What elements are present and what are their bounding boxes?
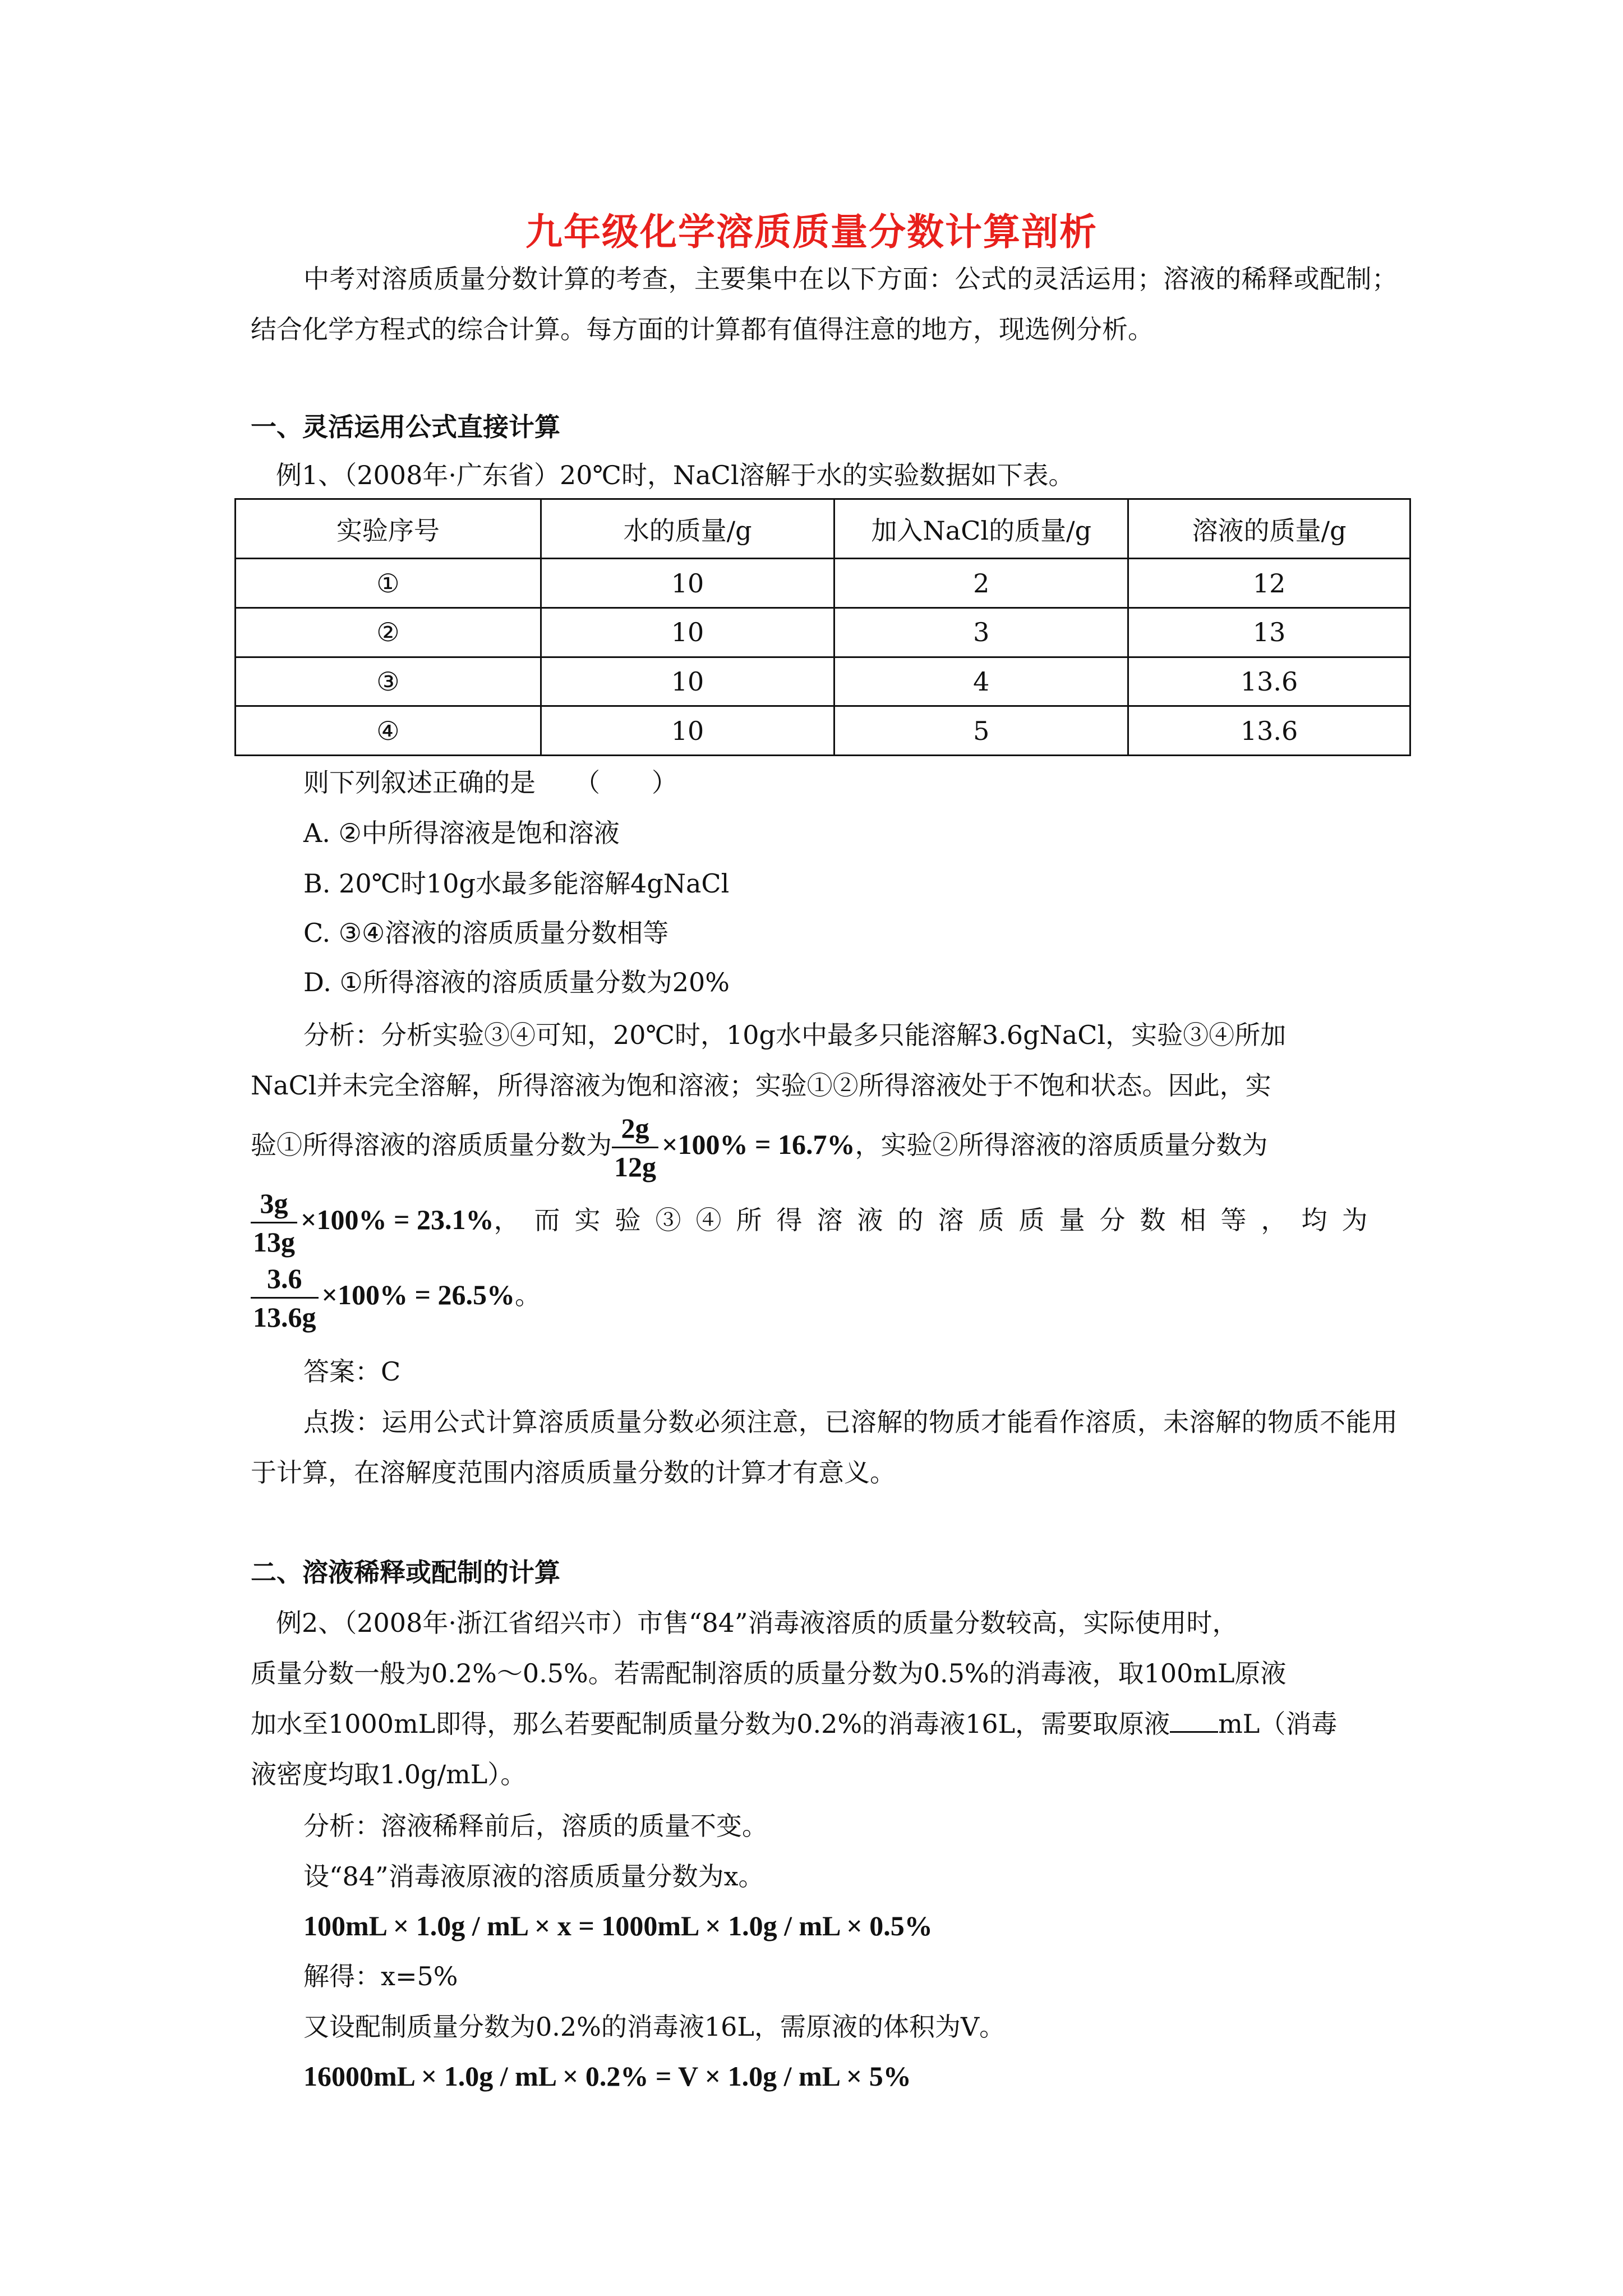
formula-1 [612, 1112, 855, 1183]
analysis-text: ，而实验③④所得溶液的溶质质量分数相等，均为 [494, 1205, 1382, 1235]
option-d: D. ①所得溶液的溶质质量分数为20% [303, 967, 730, 997]
analysis-line-formula1 [251, 1105, 1267, 1184]
fraction-numerator: 2g [612, 1111, 658, 1148]
example2-line [251, 1699, 1337, 1749]
assume1-text: 设“84”消毒液原液的溶质质量分数为x。 [303, 1861, 764, 1892]
table-row [236, 657, 1410, 706]
solve-text: 解得：x=5% [303, 1961, 458, 1991]
table-header-cell: 实验序号 [236, 499, 541, 559]
table-cell: ④ [236, 706, 541, 756]
option-b: B. 20℃时10g水最多能溶解4gNaCl [303, 868, 730, 899]
analysis-line-formula2 [251, 1180, 1398, 1259]
table-header-cell: 溶液的质量/g [1128, 499, 1410, 559]
analysis-line-formula3 [251, 1255, 541, 1335]
formula-3 [251, 1263, 515, 1333]
table-row [236, 706, 1410, 756]
example1-text: 例1、（2008年·广东省）20℃时，NaCl溶解于水的实验数据如下表。 [276, 460, 1075, 490]
fraction-numerator: 3.6 [251, 1261, 319, 1299]
formula-rest: ×100% = 26.5% [321, 1279, 515, 1310]
section2-heading: 二、溶液稀释或配制的计算 [251, 1557, 560, 1588]
analysis-text: 。 [514, 1280, 541, 1310]
table-header-cell: 水的质量/g [541, 499, 834, 559]
option-c: C. ③④溶液的溶质质量分数相等 [303, 918, 669, 948]
fraction [251, 1261, 319, 1335]
fraction-denominator: 12g [614, 1151, 656, 1183]
table-cell: 3 [834, 608, 1128, 657]
intro-paragraph: 中考对溶质质量分数计算的考查，主要集中在以下方面：公式的灵活运用；溶液的稀释或配制；结合化学方程式的综合计算。每方面的计算都有值得注意的地方，现选例分析。 [251, 264, 1398, 344]
table-cell: 10 [541, 657, 834, 706]
fraction-denominator: 13.6g [253, 1301, 316, 1333]
table-cell: ① [236, 559, 541, 608]
table-header-cell: 加入NaCl的质量/g [834, 499, 1128, 559]
table-row [236, 608, 1410, 657]
analysis-text: 验①所得溶液的溶质质量分数为 [251, 1130, 612, 1160]
table-cell: ③ [236, 657, 541, 706]
section1-heading: 一、灵活运用公式直接计算 [251, 412, 560, 442]
example2-line: 液密度均取1.0g/mL）。 [251, 1759, 527, 1789]
answer-blank [1170, 1709, 1218, 1733]
table-cell: 4 [834, 657, 1128, 706]
question-text: 则下列叙述正确的是 （ ） [303, 767, 677, 798]
page-title: 九年级化学溶质质量分数计算剖析 [525, 210, 1098, 254]
formula-2 [251, 1188, 494, 1258]
example2-line: 例2、（2008年·浙江省绍兴市）市售“84”消毒液溶质的质量分数较高，实际使用时， [276, 1608, 1238, 1638]
analysis-text: ，实验②所得溶液的溶质质量分数为 [855, 1130, 1268, 1160]
fraction [612, 1111, 658, 1184]
table-cell: 12 [1128, 559, 1410, 608]
analysis2-text: 分析：溶液稀释前后，溶质的质量不变。 [303, 1811, 768, 1841]
formula-rest: ×100% = 23.1% [301, 1204, 494, 1235]
tip-paragraph: 点拨：运用公式计算溶质质量分数必须注意，已溶解的物质才能看作溶质，未溶解的物质不能用于计算，在溶解度范围内溶质质量分数的计算才有意义。 [251, 1407, 1398, 1488]
assume2-text: 又设配制质量分数为0.2%的消毒液16L，需原液的体积为V。 [303, 2012, 1006, 2042]
answer-text: 答案：C [303, 1356, 401, 1387]
table-cell: 13.6 [1128, 706, 1410, 756]
example2-text: 加水至1000mL即得，那么若要配制质量分数为0.2%的消毒液16L，需要取原液 [251, 1709, 1170, 1739]
table-cell: 2 [834, 559, 1128, 608]
table-cell: 13.6 [1128, 657, 1410, 706]
fraction-denominator: 13g [253, 1226, 295, 1258]
analysis-line: NaCl并未完全溶解，所得溶液为饱和溶液；实验①②所得溶液处于不饱和状态。因此，实 [251, 1070, 1271, 1101]
table-row [236, 559, 1410, 608]
table-cell: 13 [1128, 608, 1410, 657]
experiment-table [234, 498, 1411, 756]
equation-1: 100mL × 1.0g / mL × x = 1000mL × 1.0g / mL × 0.5% [303, 1910, 933, 1941]
table-cell: ② [236, 608, 541, 657]
formula-rest: ×100% = 16.7% [662, 1129, 855, 1160]
fraction [251, 1186, 297, 1259]
table-cell: 10 [541, 706, 834, 756]
table-cell: 5 [834, 706, 1128, 756]
analysis-line: 分析：分析实验③④可知，20℃时，10g水中最多只能溶解3.6gNaCl，实验③④所加 [303, 1020, 1287, 1050]
table-header-row [236, 499, 1410, 559]
table-cell: 10 [541, 559, 834, 608]
example2-line: 质量分数一般为0.2%～0.5%。若需配制溶质的质量分数为0.5%的消毒液，取100mL原液 [251, 1658, 1287, 1688]
equation-2: 16000mL × 1.0g / mL × 0.2% = V × 1.0g / mL × 5% [303, 2060, 911, 2092]
fraction-numerator: 3g [251, 1186, 297, 1223]
example2-text: mL（消毒 [1218, 1709, 1338, 1739]
option-a: A. ②中所得溶液是饱和溶液 [303, 818, 620, 848]
table-cell: 10 [541, 608, 834, 657]
